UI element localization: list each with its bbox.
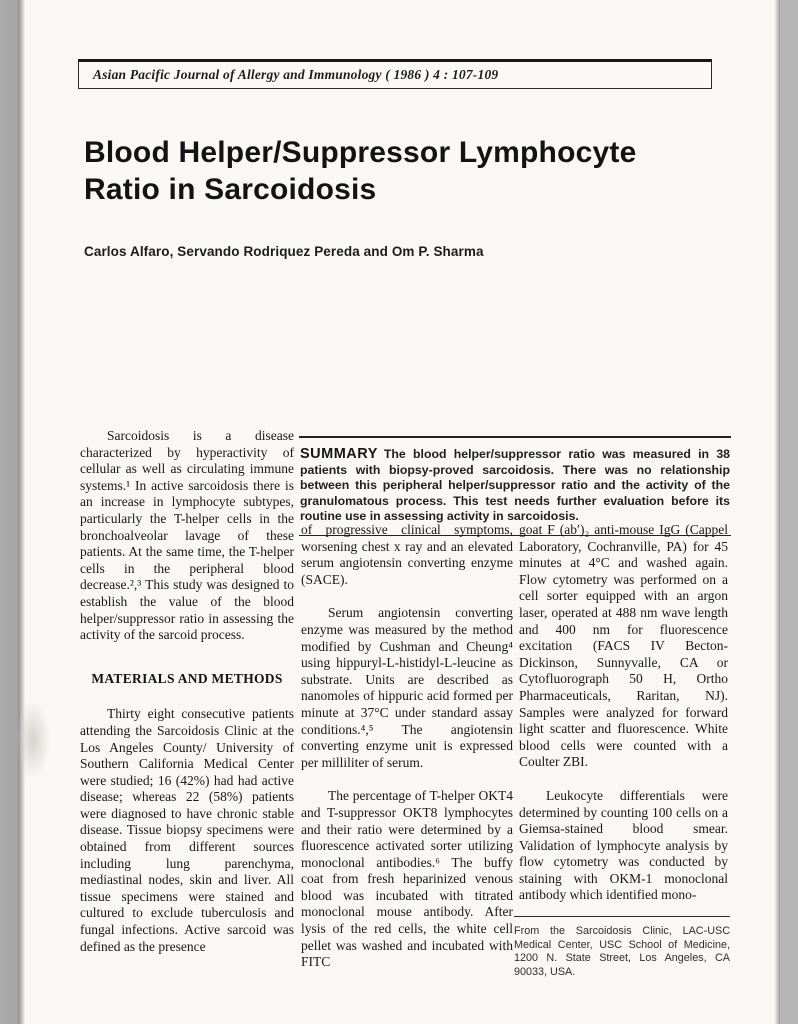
journal-reference-box [78, 59, 712, 89]
article-title-line1: Blood Helper/Suppressor Lymphocyte [84, 136, 637, 169]
methods-paragraph-1: Thirty eight consecutive patients attending the Sarcoidosis Clinic at the Los Angeles County/ University of Southern California Medical Center were studied; 16 (42%) had had active disease; whereas 22 (58%) patients were diagnosed to have chronic stable disease. Tissue biopsy specimens were obtained from different sources including lung parenchyma, mediastinal nodes, skin and liver. All tissue specimens were stained and cultured to exclude tuberculosis and fungal infections. Active sarcoid was defined as the presence [80, 706, 294, 954]
summary-box [299, 436, 731, 536]
sace-paragraph: Serum angiotensin converting enzyme was measured by the method modified by Cushman and Cheung⁴ using hippuryl-L-histidyl-L-leucine as substrate. Units are described as nanomoles of hippuric acid formed per minute at 37°C under standard assay conditions.⁴,⁵ The angiotensin converting enzyme unit is expressed per milliliter of serum. [301, 605, 513, 770]
scan-smudge-artifact [16, 700, 50, 780]
scan-edge-left-shadow [18, 0, 25, 1024]
article-title-line2: Ratio in Sarcoidosis [84, 173, 377, 206]
article-title [84, 134, 704, 208]
materials-methods-heading: MATERIALS AND METHODS [91, 670, 283, 686]
summary-label: SUMMARY [300, 446, 378, 462]
leukocyte-paragraph: Leukocyte differentials were determined by counting 100 cells on a Giemsa-stained blood smear. Validation of lymphocyte analysis by flow cytometry was conducted by staining with OKM-1 monoclonal antibody which identified mono- [519, 787, 728, 903]
column-middle [301, 522, 513, 988]
journal-reference-line: Asian Pacific Journal of Allergy and Immunology ( 1986 ) 4 : 107-109 [93, 67, 499, 82]
scan-edge-right [780, 0, 798, 1024]
flow-cytometry-paragraph: goat F (ab′)₂ anti-mouse IgG (Cappel Laboratory, Cochranville, PA) for 45 minutes at 4°C and washed again. Flow cytometry was performed on a cell sorter equipped with an argon laser, operated at 488 nm wave length and 400 nm for fluorescence excitation (FACS IV Becton-Dickinson, Sunnyvalle, CA or Cytofluorograph 50 H, Ortho Pharmaceuticals, Raritan, NJ). Samples were analyzed for forward light scatter and fluorescence. White blood cells were counted with a Coulter ZBI. [519, 522, 728, 770]
affiliation-footnote: From the Sarcoidosis Clinic, LAC-USC Medical Center, USC School of Medicine, 1200 N. State Street, Los Angeles, CA 90033, USA. [514, 916, 730, 979]
column-right [519, 522, 728, 921]
lymphocyte-paragraph: The percentage of T-helper OKT4 and T-suppressor OKT8 lymphocytes and their ratio were determined by a fluorescence activated sorter utilizing monoclonal antibodies.⁶ The buffy coat from fresh heparinized venous blood was incubated with titrated monoclonal mouse antibody. After lysis of the red cells, the white cell pellet was washed and incubated with FITC [301, 788, 513, 970]
column-left [80, 428, 294, 972]
summary-text: The blood helper/suppressor ratio was measured in 38 patients with biopsy-proved sarcoidosis. There was no relationship between this peripheral helper/suppressor ratio and the activity of the granulomatous process. This test needs further evaluation before its routine use in assessing activity in sarcoidosis. [300, 447, 730, 524]
methods-paragraph-continuation: of progressive clinical symptoms, worsening chest x ray and an elevated serum angiotensin converting enzyme (SACE). [301, 522, 513, 587]
scan-edge-left [0, 0, 18, 1024]
intro-paragraph: Sarcoidosis is a disease characterized by hyperactivity of cellular as well as circulating immune systems.¹ In active sarcoidosis there is an increase in lymphocyte subtypes, particularly the T-helper cells in the bronchoalveolar lavage of these patients. At the same time, the T-helper cells in the peripheral blood decrease.²,³ This study was designed to establish the value of the blood helper/suppressor ratio in assessing the activity of the sarcoid process. [80, 428, 294, 643]
article-authors: Carlos Alfaro, Servando Rodriquez Pereda and Om P. Sharma [84, 244, 484, 259]
